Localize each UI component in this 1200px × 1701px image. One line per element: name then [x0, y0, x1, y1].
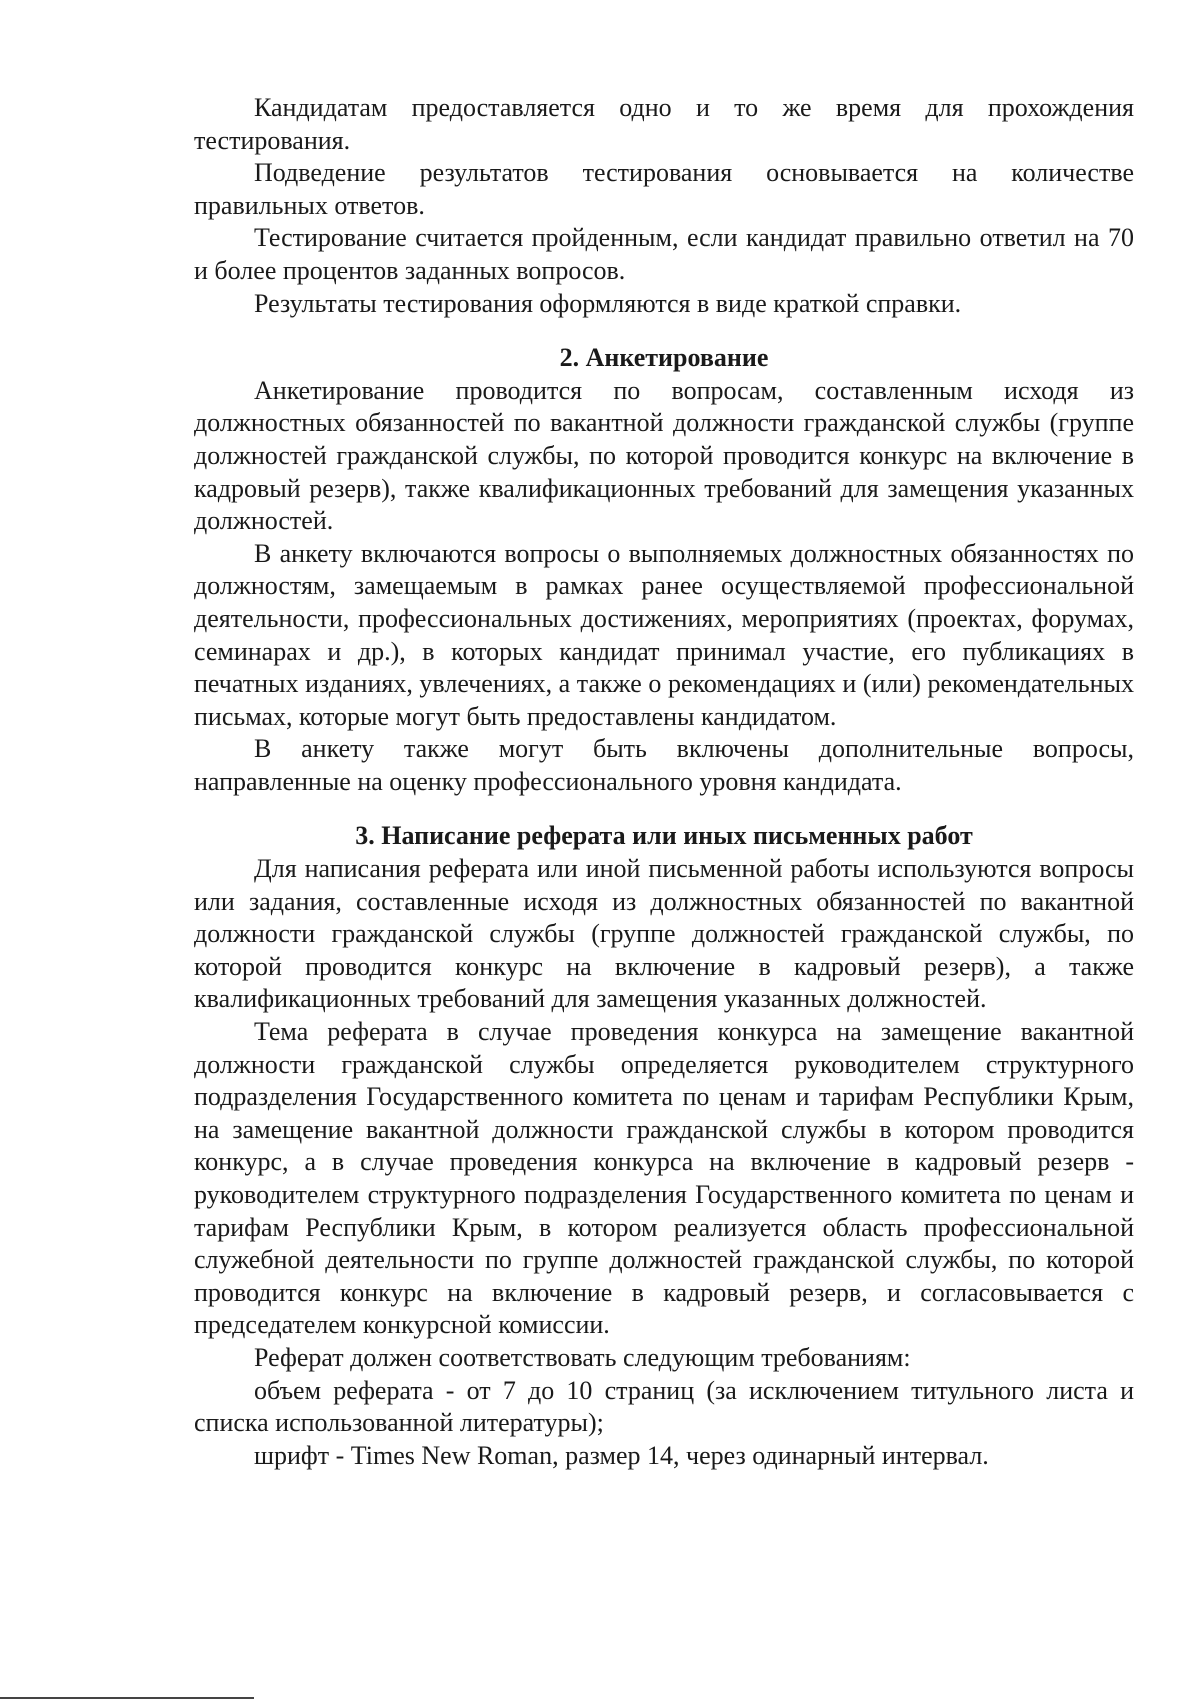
paragraph-testing-results-basis: Подведение результатов тестирования основывается на количестве правильных ответов.	[194, 158, 1134, 220]
paragraph-questionnaire-basis: Анкетирование проводится по вопросам, составленным исходя из должностных обязанностей по вакантной должности гражданской службы (группе должностей гражданской службы, по которой проводится конкурс на включение в кадровый резерв), также квалификационных требований для замещения указанных должностей.	[194, 375, 1134, 536]
paragraph-testing-passed: Тестирование считается пройденным, если кандидат правильно ответил на 70 и более процентов заданных вопросов.	[194, 223, 1134, 285]
footer-rule	[0, 1697, 254, 1699]
paragraph-essay-questions: Для написания реферата или иной письменной работы используются вопросы или задания, составленные исходя из должностных обязанностей по вакантной должности гражданской службы (группе должностей гражданской службы, по которой проводится конкурс на включение в кадровый резерв), а также квалификационных требований для замещения указанных должностей.	[194, 854, 1134, 1014]
paragraph-questionnaire-additional: В анкету также могут быть включены дополнительные вопросы, направленные на оценку профессионального уровня кандидата.	[194, 734, 1134, 796]
section-gap	[194, 798, 1134, 820]
paragraph-essay-font: шрифт - Times New Roman, размер 14, через одинарный интервал.	[254, 1440, 989, 1470]
paragraph-essay-volume: объем реферата - от 7 до 10 страниц (за исключением титульного листа и списка использованной литературы);	[194, 1375, 1134, 1438]
paragraph-testing-report: Результаты тестирования оформляются в виде краткой справки.	[254, 288, 962, 318]
section-gap	[194, 320, 1134, 342]
document-page	[194, 92, 1134, 1472]
paragraph-essay-requirements: Реферат должен соответствовать следующим требованиям:	[254, 1342, 911, 1372]
section-heading-questionnaire: 2. Анкетирование	[559, 343, 769, 373]
paragraph-testing-time: Кандидатам предоставляется одно и то же время для прохождения тестирования.	[194, 93, 1134, 155]
section-heading-essay: 3. Написание реферата или иных письменных работ	[355, 821, 973, 851]
paragraph-essay-topic: Тема реферата в случае проведения конкурса на замещение вакантной должности гражданской службы определяется руководителем структурного подразделения Государственного комитета по ценам и тарифам Республики Крым, на замещение вакантной должности гражданской службы в котором проводится конкурс, а в случае проведения конкурса на включение в кадровый резерв - руководителем структурного подразделения Государственного комитета по ценам и тарифам Республики Крым, в котором реализуется область профессиональной служебной деятельности по группе должностей гражданской службы, по которой проводится конкурс на включение в кадровый резерв, и согласовывается с председателем конкурсной комиссии.	[194, 1017, 1134, 1340]
paragraph-questionnaire-contents: В анкету включаются вопросы о выполняемых должностных обязанностях по должностям, замещаемым в рамках ранее осуществляемой профессиональной деятельности, профессиональных достижениях, мероприятиях (проектах, форумах, семинарах и др.), в которых кандидат принимал участие, его публикациях в печатных изданиях, увлечениях, а также о рекомендациях и (или) рекомендательных письмах, которые могут быть предоставлены кандидатом.	[194, 538, 1134, 731]
